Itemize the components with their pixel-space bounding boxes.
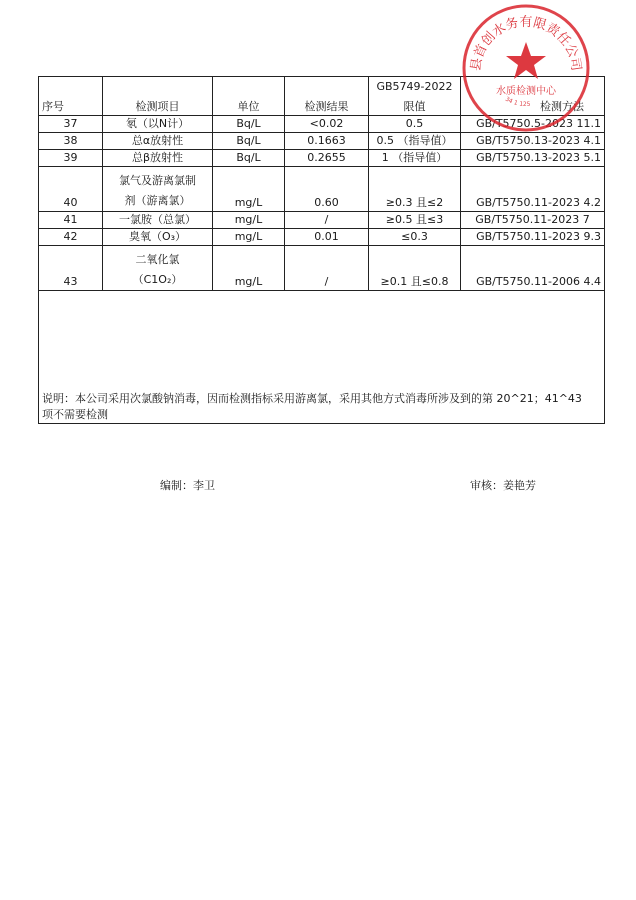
row-item <box>103 246 213 291</box>
row-item-line1: 二氧化氯 <box>135 253 180 266</box>
row-method: GB/T5750.11-2006 4.4 <box>461 246 605 291</box>
row-no: 43 <box>39 246 103 291</box>
table-row <box>39 246 605 291</box>
header-limit-standard: GB5749-2022 <box>376 80 453 93</box>
editor-signature: 编制：李卫 <box>160 479 215 492</box>
row-item-line2: （C1O₂） <box>132 273 183 286</box>
seal-code: 34 1 125 <box>503 95 531 109</box>
row-item: 总α放射性 <box>103 133 213 150</box>
row-limit: 0.5 <box>369 116 461 133</box>
row-unit: Bq/L <box>213 116 285 133</box>
row-limit: ≥0.1 且≤0.8 <box>369 246 461 291</box>
row-unit: mg/L <box>213 212 285 229</box>
row-limit: ≤0.3 <box>369 229 461 246</box>
row-limit: 1 （指导值） <box>369 150 461 167</box>
company-seal-stamp <box>460 2 592 134</box>
header-no: 序号 <box>39 77 103 116</box>
row-item: 臭氧（O₃） <box>103 229 213 246</box>
row-no: 39 <box>39 150 103 167</box>
row-item: 氡（以N计） <box>103 116 213 133</box>
row-unit: Bq/L <box>213 150 285 167</box>
row-method: GB/T5750.5-2023 11.1 <box>461 116 605 133</box>
table-row <box>39 167 605 212</box>
reviewer-signature: 审核：姜艳芳 <box>470 479 536 492</box>
seal-star-icon <box>506 42 546 79</box>
row-limit: ≥0.5 且≤3 <box>369 212 461 229</box>
row-method: GB/T5750.13-2023 5.1 <box>461 150 605 167</box>
row-limit: ≥0.3 且≤2 <box>369 167 461 212</box>
note-line-1: 说明：本公司采用次氯酸钠消毒，因而检测指标采用游离氯，采用其他方式消毒所涉及到的第 20^21；41^43 <box>42 392 582 405</box>
table-row <box>39 229 605 246</box>
seal-top-text: 县首创水务有限责任公司 <box>468 15 584 73</box>
row-unit: Bq/L <box>213 133 285 150</box>
row-limit: 0.5 （指导值） <box>369 133 461 150</box>
row-no: 37 <box>39 116 103 133</box>
row-result: 0.60 <box>285 167 369 212</box>
seal-bottom-text: 水质检测中心 <box>496 86 556 97</box>
note-row <box>39 291 605 424</box>
header-unit: 单位 <box>213 77 285 116</box>
note-cell <box>39 291 605 424</box>
table-row <box>39 133 605 150</box>
row-result: / <box>285 246 369 291</box>
table-row <box>39 212 605 229</box>
header-limit <box>369 77 461 116</box>
row-method: GB/T5750.13-2023 4.1 <box>461 133 605 150</box>
note-line-2: 项不需要检测 <box>42 408 108 421</box>
row-unit: mg/L <box>213 246 285 291</box>
row-item <box>103 167 213 212</box>
row-no: 42 <box>39 229 103 246</box>
row-item-line2: 剂（游离氯） <box>124 194 191 207</box>
row-result: / <box>285 212 369 229</box>
row-result: <0.02 <box>285 116 369 133</box>
row-unit: mg/L <box>213 229 285 246</box>
row-result: 0.01 <box>285 229 369 246</box>
row-item: 总β放射性 <box>103 150 213 167</box>
row-result: 0.2655 <box>285 150 369 167</box>
row-item-line1: 氯气及游离氯制 <box>119 174 196 187</box>
row-item: 一氯胺（总氯） <box>103 212 213 229</box>
header-item: 检测项目 <box>103 77 213 116</box>
row-unit: mg/L <box>213 167 285 212</box>
row-method: GB/T5750.11-2023 4.2 <box>461 167 605 212</box>
row-method: GB/T5750.11-2023 9.3 <box>461 229 605 246</box>
header-limit-label: 限值 <box>403 100 426 113</box>
row-no: 41 <box>39 212 103 229</box>
row-no: 40 <box>39 167 103 212</box>
header-method-label: 检测方法 <box>540 100 584 113</box>
table-row <box>39 150 605 167</box>
row-method: GB/T5750.11-2023 7 <box>461 212 605 229</box>
row-no: 38 <box>39 133 103 150</box>
header-result: 检测结果 <box>285 77 369 116</box>
row-result: 0.1663 <box>285 133 369 150</box>
